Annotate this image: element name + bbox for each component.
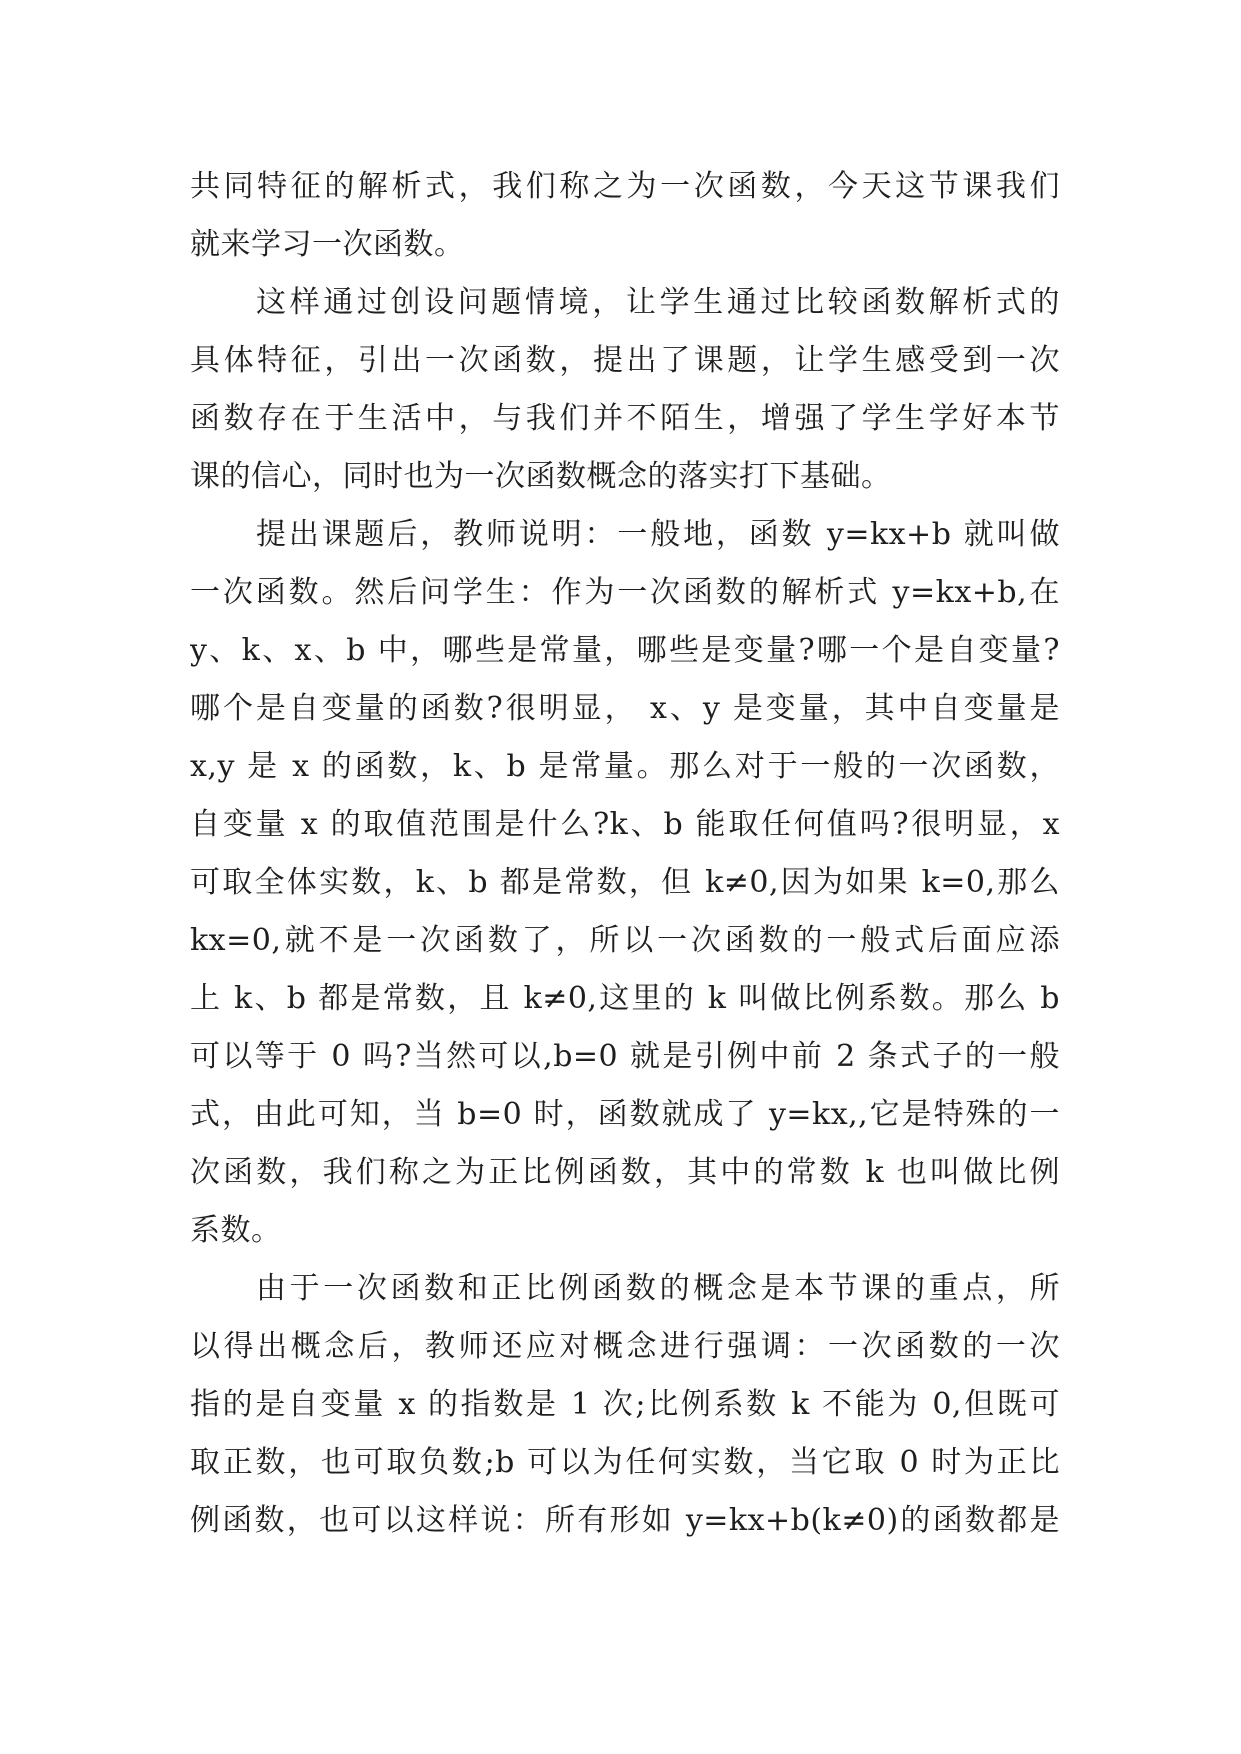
text-line: 以得出概念后，教师还应对概念进行强调：一次函数的一次 (190, 1329, 1060, 1364)
text-line: 系数。 (190, 1213, 282, 1248)
paragraph-3 (190, 506, 1060, 1260)
text-line: 式，由此可知，当 b=0 时，函数就成了 y=kx,,它是特殊的一 (190, 1097, 1060, 1132)
text-line: 这样通过创设问题情境，让学生通过比较函数解析式的 (256, 285, 1060, 320)
text-line: 次函数，我们称之为正比例函数，其中的常数 k 也叫做比例 (190, 1155, 1060, 1190)
paragraph-1 (190, 158, 1060, 274)
paragraph-2 (190, 274, 1060, 506)
text-line: 指的是自变量 x 的指数是 1 次;比例系数 k 不能为 0,但既可 (190, 1387, 1060, 1422)
text-line: y、k、x、b 中，哪些是常量，哪些是变量?哪一个是自变量? (190, 633, 1060, 668)
text-line: 哪个是自变量的函数?很明显， x、y 是变量，其中自变量是 (190, 691, 1060, 726)
text-line: 提出课题后，教师说明：一般地，函数 y=kx+b 就叫做 (256, 517, 1060, 552)
text-line: 由于一次函数和正比例函数的概念是本节课的重点，所 (256, 1271, 1060, 1306)
text-line: 一次函数。然后问学生：作为一次函数的解析式 y=kx+b,在 (190, 575, 1060, 610)
text-line: 就来学习一次函数。 (190, 227, 465, 262)
text-line: 课的信心，同时也为一次函数概念的落实打下基础。 (190, 459, 892, 494)
text-line: 上 k、b 都是常数，且 k≠0,这里的 k 叫做比例系数。那么 b (190, 981, 1060, 1016)
text-line: 可取全体实数，k、b 都是常数，但 k≠0,因为如果 k=0,那么 (190, 865, 1060, 900)
text-line: 函数存在于生活中，与我们并不陌生，增强了学生学好本节 (190, 401, 1060, 436)
text-line: x,y 是 x 的函数，k、b 是常量。那么对于一般的一次函数， (190, 749, 1060, 784)
text-line: 取正数，也可取负数;b 可以为任何实数，当它取 0 时为正比 (190, 1445, 1060, 1480)
text-line: 可以等于 0 吗?当然可以,b=0 就是引例中前 2 条式子的一般 (190, 1039, 1060, 1074)
text-line: 自变量 x 的取值范围是什么?k、b 能取任何值吗?很明显，x (190, 807, 1060, 842)
document-body (190, 158, 1060, 1550)
text-line: 共同特征的解析式，我们称之为一次函数，今天这节课我们 (190, 169, 1060, 204)
text-line: 例函数，也可以这样说：所有形如 y=kx+b(k≠0)的函数都是 (190, 1503, 1060, 1538)
text-line: 具体特征，引出一次函数，提出了课题，让学生感受到一次 (190, 343, 1060, 378)
paragraph-4 (190, 1260, 1060, 1550)
text-line: kx=0,就不是一次函数了，所以一次函数的一般式后面应添 (190, 923, 1060, 958)
